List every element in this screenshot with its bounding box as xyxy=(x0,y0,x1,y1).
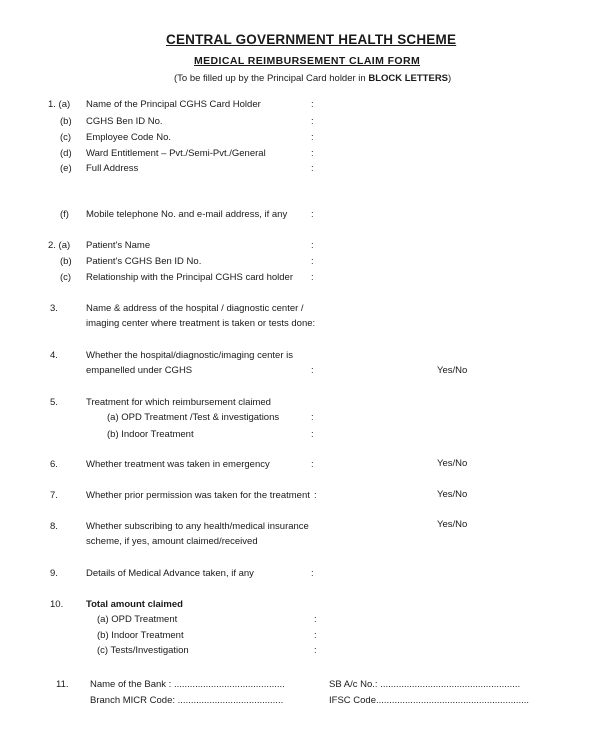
item-10-label: Total amount claimed xyxy=(86,599,183,610)
branch-micr-field[interactable]: Branch MICR Code: ........................................ xyxy=(90,695,284,706)
item-9-colon: : xyxy=(311,568,314,579)
item-5a-colon: : xyxy=(311,412,314,423)
item-4-label-line1: Whether the hospital/diagnostic/imaging center is xyxy=(86,350,294,361)
item-2c-label: Relationship with the Principal CGHS card holder xyxy=(86,272,293,283)
item-2a-colon: : xyxy=(311,240,314,251)
form-subtitle: MEDICAL REIMBURSEMENT CLAIM FORM xyxy=(194,55,421,67)
sb-account-field[interactable]: SB A/c No.: ..................................................... xyxy=(329,679,521,690)
item-2a-label: Patient's Name xyxy=(86,240,151,251)
item-10a-label: (a) OPD Treatment xyxy=(97,614,178,625)
item-1d-colon: : xyxy=(311,148,314,159)
item-10b-colon: : xyxy=(314,630,317,641)
item-2a-number: 2. (a) xyxy=(48,240,71,251)
ifsc-code-field[interactable]: IFSC Code.......................................................... xyxy=(329,695,530,706)
item-8-number: 8. xyxy=(50,521,58,532)
item-2b-label: Patient's CGHS Ben ID No. xyxy=(86,256,202,267)
item-1c-colon: : xyxy=(311,132,314,143)
item-5-number: 5. xyxy=(50,397,58,408)
item-2b-number: (b) xyxy=(60,256,72,267)
bank-name-field[interactable]: Name of the Bank : .......................................... xyxy=(90,679,285,690)
item-9-label: Details of Medical Advance taken, if any xyxy=(86,568,254,579)
item-10c-label: (c) Tests/Investigation xyxy=(97,645,189,656)
item-3-label-line1: Name & address of the hospital / diagnostic center / xyxy=(86,303,304,314)
item-4-colon: : xyxy=(311,365,314,376)
item-11-number: 11. xyxy=(56,679,69,690)
item-6-colon: : xyxy=(311,459,314,470)
item-8-label-line2: scheme, if yes, amount claimed/received xyxy=(86,536,258,547)
item-8-yes-no: Yes/No xyxy=(437,519,468,530)
item-4-number: 4. xyxy=(50,350,58,361)
item-1f-colon: : xyxy=(311,209,314,220)
item-1a-colon: : xyxy=(311,99,314,110)
item-1e-number: (e) xyxy=(60,163,72,174)
item-1b-label: CGHS Ben ID No. xyxy=(86,116,163,127)
form-instruction: (To be filled up by the Principal Card holder in BLOCK LETTERS) xyxy=(174,73,452,84)
item-1c-label: Employee Code No. xyxy=(86,132,172,143)
item-10b-label: (b) Indoor Treatment xyxy=(97,630,184,641)
item-5-label: Treatment for which reimbursement claimed xyxy=(86,397,271,408)
item-4-label-line2: empanelled under CGHS xyxy=(86,365,193,376)
item-10c-colon: : xyxy=(314,645,317,656)
item-1d-label: Ward Entitlement – Pvt./Semi-Pvt./General xyxy=(86,148,266,159)
item-2b-colon: : xyxy=(311,256,314,267)
item-6-label: Whether treatment was taken in emergency xyxy=(86,459,270,470)
item-7-label: Whether prior permission was taken for the treatment xyxy=(86,490,310,501)
item-5a-label: (a) OPD Treatment /Test & investigations xyxy=(107,412,280,423)
item-6-yes-no: Yes/No xyxy=(437,458,468,469)
item-5b-label: (b) Indoor Treatment xyxy=(107,429,194,440)
item-10-number: 10. xyxy=(50,599,64,610)
item-1b-number: (b) xyxy=(60,116,72,127)
item-1f-number: (f) xyxy=(60,209,69,220)
item-4-yes-no: Yes/No xyxy=(437,365,468,376)
item-6-number: 6. xyxy=(50,459,58,470)
item-8-label-line1: Whether subscribing to any health/medical insurance xyxy=(86,521,309,532)
item-7-number: 7. xyxy=(50,490,58,501)
item-5b-colon: : xyxy=(311,429,314,440)
item-1e-label: Full Address xyxy=(86,163,139,174)
item-3-label-line2: imaging center where treatment is taken or tests done: xyxy=(86,318,316,329)
item-1d-number: (d) xyxy=(60,148,72,159)
item-7-yes-no: Yes/No xyxy=(437,489,468,500)
form-title: CENTRAL GOVERNMENT HEALTH SCHEME xyxy=(166,32,457,47)
item-1e-colon: : xyxy=(311,163,314,174)
item-7-colon: : xyxy=(314,490,317,501)
item-1a-label: Name of the Principal CGHS Card Holder xyxy=(86,99,261,110)
item-10a-colon: : xyxy=(314,614,317,625)
item-1c-number: (c) xyxy=(60,132,72,143)
item-2c-colon: : xyxy=(311,272,314,283)
item-1f-label: Mobile telephone No. and e-mail address, if any xyxy=(86,209,288,220)
item-9-number: 9. xyxy=(50,568,58,579)
item-1a-number: 1. (a) xyxy=(48,99,71,110)
item-1b-colon: : xyxy=(311,116,314,127)
item-2c-number: (c) xyxy=(60,272,72,283)
item-3-number: 3. xyxy=(50,303,58,314)
